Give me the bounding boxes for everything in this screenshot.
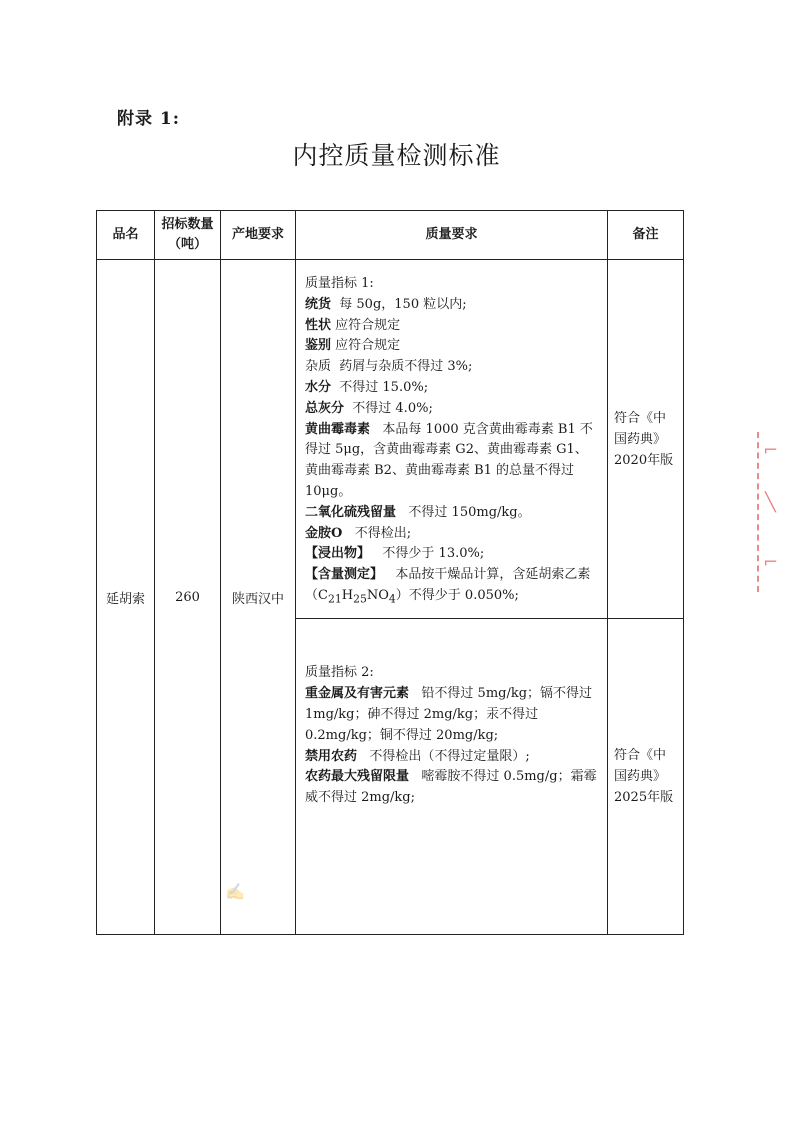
quality-spec-1	[296, 260, 608, 619]
table-header-row	[97, 211, 684, 260]
grade-label: 统货	[305, 296, 332, 312]
aflatoxin-label: 黄曲霉毒素	[305, 421, 371, 437]
water-text: 不得过 15.0%;	[339, 379, 429, 395]
header-note: 备注	[608, 211, 684, 260]
auramine-text: 不得检出;	[354, 525, 412, 541]
faint-signature-mark: ✍	[225, 882, 245, 901]
cell-qty: 260	[155, 260, 221, 935]
quality-spec-2	[296, 619, 608, 935]
pesticide-label: 禁用农药	[305, 748, 358, 764]
cell-origin: 陕西汉中	[221, 260, 296, 935]
grade-text: 每 50g，150 粒以内;	[339, 296, 467, 312]
extract-text: 不得少于 13.0%;	[382, 546, 485, 562]
header-name: 品名	[97, 211, 155, 260]
extract-label: 【浸出物】	[305, 546, 371, 562]
page-title: 内控质量检测标准	[292, 141, 501, 170]
so2-label: 二氧化硫残留量	[305, 504, 397, 520]
header-quality: 质量要求	[296, 211, 608, 260]
auramine-label: 金胺O	[305, 525, 343, 541]
aflatoxin-text: 本品每 1000 克含黄曲霉毒素 B1 不得过 5μg，含黄曲霉毒素 G2、黄曲霉毒素 G1、黄曲霉毒素 B2、黄曲霉毒素 B1 的总量不得过 10μg。	[305, 421, 593, 499]
assay-sub-c: 21	[327, 592, 342, 606]
property-label: 性状	[305, 317, 332, 333]
ash-label: 总灰分	[305, 400, 345, 416]
pesticide-text: 不得检出（不得过定量限）;	[369, 748, 530, 764]
assay-text-a: 本品按干燥品计算，含延胡索乙素（C	[305, 567, 591, 603]
identify-label: 鉴别	[305, 338, 332, 354]
metal-text: 铅不得过 5mg/kg；镉不得过 1mg/kg；砷不得过 2mg/kg；汞不得过 0.2mg/kg；铜不得过 20mg/kg;	[305, 686, 593, 743]
impurity-label: 杂质	[305, 359, 332, 375]
table-row	[97, 260, 684, 619]
impurity-text: 药屑与杂质不得过 3%;	[339, 359, 473, 375]
assay-text-d: ）不得少于 0.050%;	[395, 587, 519, 603]
assay-label: 【含量测定】	[305, 567, 384, 583]
quality-standard-table	[96, 210, 684, 935]
identify-text: 应符合规定	[335, 338, 401, 354]
so2-text: 不得过 150mg/kg。	[408, 504, 531, 520]
water-label: 水分	[305, 379, 332, 395]
note-2: 符合《中国药典》2025年版	[608, 619, 684, 935]
appendix-label: 附录 1:	[117, 109, 181, 129]
metal-label: 重金属及有害元素	[305, 686, 410, 702]
assay-sub-o: 4	[388, 592, 396, 606]
spec2-heading: 质量指标 2:	[305, 665, 374, 681]
cell-name: 延胡索	[97, 260, 155, 935]
property-text: 应符合规定	[335, 317, 401, 333]
note-1: 符合《中国药典》2020年版	[608, 260, 684, 619]
red-seal-stamp: ⌐ ╲ ⌐	[757, 432, 787, 592]
assay-text-c: NO	[366, 587, 389, 603]
spec1-heading: 质量指标 1:	[305, 276, 374, 291]
assay-text-b: H	[341, 587, 354, 603]
ash-text: 不得过 4.0%;	[352, 400, 433, 416]
residue-label: 农药最大残留限量	[305, 769, 410, 785]
residue-text: 嘧霉胺不得过 0.5mg/g；霜霉威不得过 2mg/kg;	[305, 769, 597, 806]
header-qty: 招标数量（吨）	[155, 211, 221, 260]
assay-sub-h: 25	[353, 592, 367, 606]
header-origin: 产地要求	[221, 211, 296, 260]
